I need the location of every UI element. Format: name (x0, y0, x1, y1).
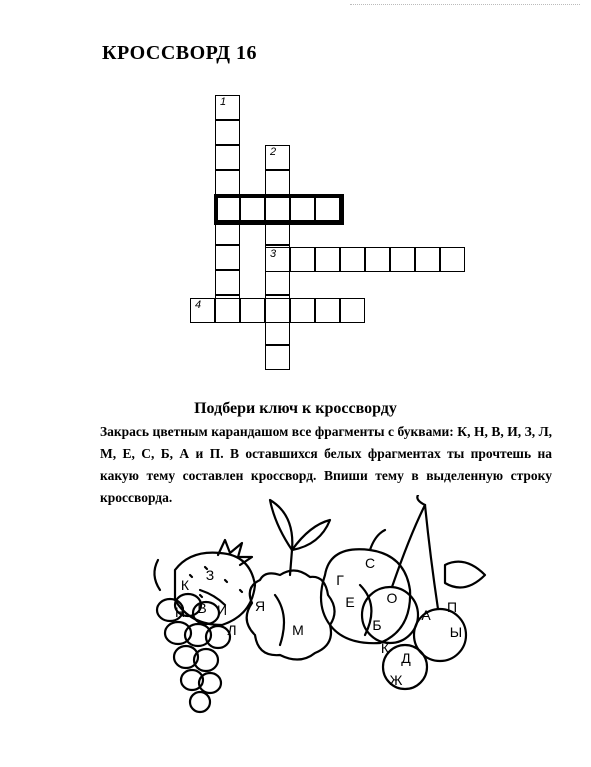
apple-icon (321, 530, 410, 643)
crossword-cell[interactable] (340, 298, 365, 323)
puzzle-letter[interactable]: Н (174, 604, 186, 620)
puzzle-letter[interactable]: А (421, 607, 431, 623)
crossword-cell[interactable] (315, 247, 340, 272)
subtitle: Подбери ключ к кроссворду (194, 400, 397, 417)
crossword-cell[interactable] (340, 247, 365, 272)
crossword-cell[interactable] (265, 320, 290, 345)
crossword-cell[interactable] (415, 247, 440, 272)
puzzle-letter[interactable]: Д (401, 650, 411, 666)
crossword-cell[interactable] (265, 170, 290, 195)
crossword-cell[interactable] (390, 247, 415, 272)
pear-icon (247, 500, 335, 660)
clue-number: 4 (195, 299, 202, 311)
crossword-cell[interactable] (265, 145, 290, 170)
crossword-cell[interactable] (315, 298, 340, 323)
clue-number: 2 (270, 146, 277, 158)
crossword-cell[interactable] (440, 247, 465, 272)
crossword-cell[interactable] (215, 270, 240, 295)
crossword-cell[interactable] (265, 345, 290, 370)
puzzle-letter[interactable]: К (180, 577, 190, 593)
puzzle-letter[interactable]: Я (254, 598, 266, 614)
puzzle-letter[interactable]: С (364, 555, 376, 571)
crossword-cell[interactable] (215, 95, 240, 120)
crossword-cell[interactable] (215, 170, 240, 195)
crossword-cell[interactable] (190, 298, 215, 323)
cherries-icon (362, 495, 485, 689)
crossword-cell[interactable] (215, 145, 240, 170)
crossword-cell[interactable] (265, 298, 290, 323)
crossword-cell[interactable] (215, 120, 240, 145)
grapes-icon (154, 560, 230, 712)
fruit-puzzle-drawing (130, 495, 490, 725)
puzzle-letter[interactable]: Ж (389, 672, 403, 688)
highlighted-answer-row[interactable] (214, 194, 344, 225)
crossword-cell[interactable] (290, 298, 315, 323)
page-title: КРОССВОРД 16 (102, 42, 258, 64)
puzzle-letter[interactable]: Г (336, 572, 344, 588)
puzzle-letter[interactable]: К (380, 640, 390, 656)
scan-artifact (350, 0, 580, 5)
instruction-text: Закрась цветным карандашом все фрагменты с буквами: К, Н, В, И, З, Л, М, Е, С, Б, А и П. В оставшихся белых фрагментах ты прочтешь на какую тему составлен кроссворд. Впиши тему в выделенную строку кроссворда. (100, 424, 552, 505)
clue-number: 1 (220, 96, 227, 108)
puzzle-letter[interactable]: И (216, 602, 228, 618)
puzzle-letter[interactable]: Б (372, 617, 382, 633)
crossword-cell[interactable] (215, 298, 240, 323)
crossword-cell[interactable] (240, 298, 265, 323)
puzzle-letter[interactable]: Ы (449, 624, 463, 640)
crossword-cell[interactable] (265, 270, 290, 295)
puzzle-letter[interactable]: М (292, 622, 304, 638)
clue-number: 3 (270, 248, 277, 260)
crossword-cell[interactable] (215, 245, 240, 270)
crossword-cell[interactable] (265, 247, 290, 272)
crossword-cell[interactable] (290, 247, 315, 272)
puzzle-letter[interactable]: Л (227, 622, 237, 638)
puzzle-letter[interactable]: З (205, 567, 215, 583)
puzzle-letter[interactable]: П (446, 599, 458, 615)
puzzle-letter[interactable]: Е (345, 594, 355, 610)
crossword-cell[interactable] (365, 247, 390, 272)
puzzle-letter[interactable]: В (197, 600, 207, 616)
puzzle-letter[interactable]: О (386, 590, 398, 606)
